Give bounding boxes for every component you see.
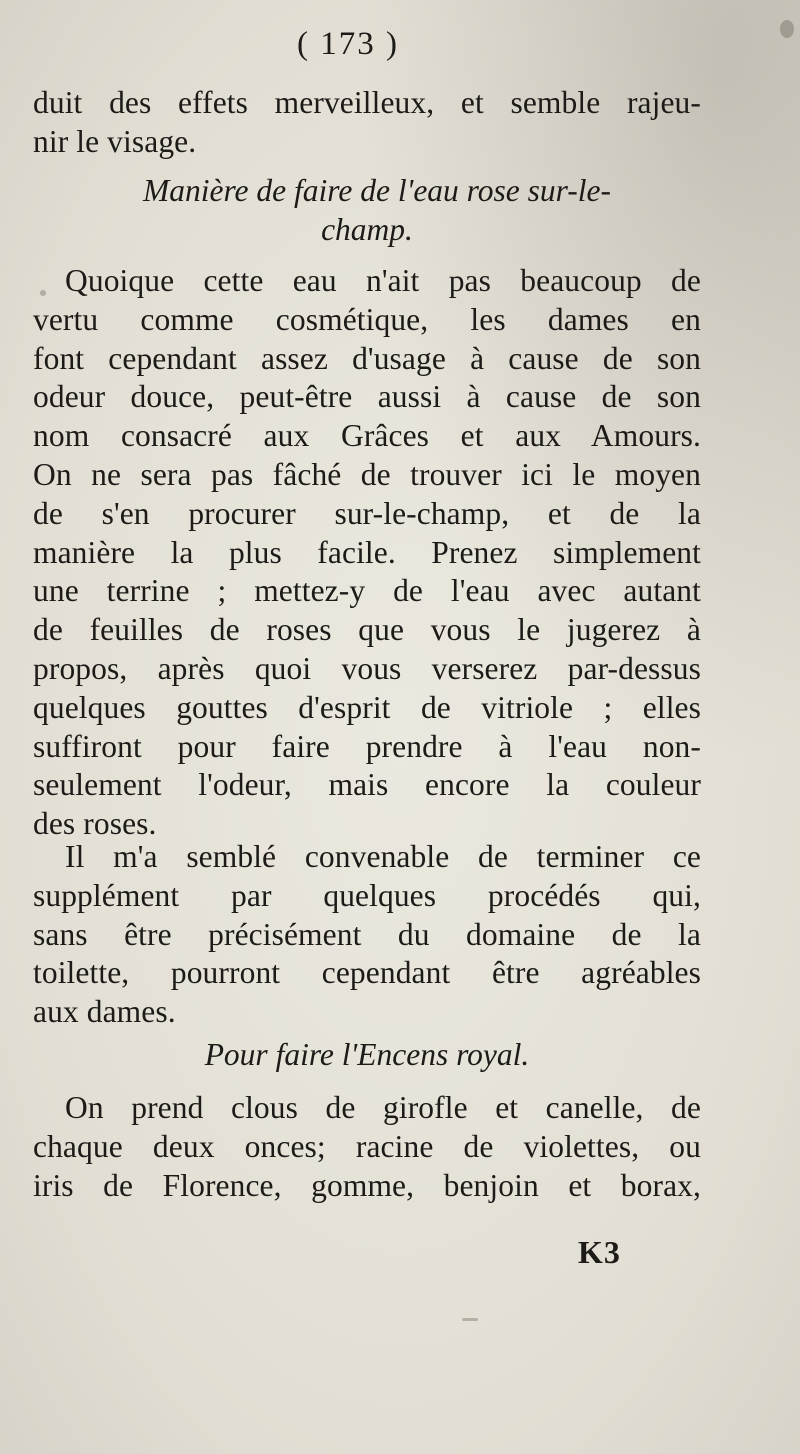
text-line: iris de Florence, gomme, benjoin et borax, — [33, 1167, 701, 1203]
paragraph-eau-rose — [33, 262, 701, 844]
text-line: des roses. — [33, 806, 157, 842]
text-line: de s'en procurer sur-le-champ, et de la — [33, 495, 701, 531]
text-line: Il m'a semblé convenable de terminer ce — [65, 839, 701, 874]
text-line: sans être précisément du domaine de la — [33, 916, 701, 952]
text-line: On ne sera pas fâché de trouver ici le moyen — [33, 456, 701, 492]
text-line: seulement l'odeur, mais encore la couleur — [33, 767, 701, 803]
signature-mark: K3 — [578, 1234, 621, 1270]
text-line: nir le visage. — [33, 123, 197, 159]
text-line: duit des effets merveilleux, et semble rajeu- — [33, 85, 701, 120]
page-number: ( 173 ) — [297, 26, 399, 62]
heading-line: Manière de faire de l'eau rose sur-le- — [143, 173, 611, 208]
heading-line: champ. — [321, 211, 413, 247]
text-line: quelques gouttes d'esprit de vitriole ; elles — [33, 689, 701, 725]
text-line: une terrine ; mettez-y de l'eau avec autant — [33, 573, 701, 609]
text-line: On prend clous de girofle et canelle, de — [65, 1090, 701, 1125]
paper-stain — [780, 20, 794, 38]
text-line: propos, après quoi vous verserez par-dessus — [33, 650, 701, 686]
text-line: de feuilles de roses que vous le jugerez à — [33, 612, 701, 648]
paragraph-supplement — [33, 838, 701, 1032]
text-line: nom consacré aux Grâces et aux Amours. — [33, 418, 701, 454]
text-line: vertu comme cosmétique, les dames en — [33, 301, 701, 337]
paragraph-continuation — [33, 84, 701, 162]
section-heading-encens-royal: Pour faire l'Encens royal. — [204, 1037, 530, 1072]
text-line: odeur douce, peut-être aussi à cause de son — [33, 379, 701, 415]
text-line: suffiront pour faire prendre à l'eau non- — [33, 728, 701, 764]
text-line: manière la plus facile. Prenez simplement — [33, 534, 701, 570]
text-line: aux dames. — [33, 994, 176, 1030]
paper-stain — [462, 1318, 478, 1321]
text-line: chaque deux onces; racine de violettes, ou — [33, 1128, 701, 1164]
text-line: supplément par quelques procédés qui, — [33, 877, 701, 913]
paragraph-encens-royal — [33, 1089, 701, 1205]
text-line: font cependant assez d'usage à cause de son — [33, 340, 701, 376]
text-line: Quoique cette eau n'ait pas beaucoup de — [65, 263, 701, 298]
section-heading-eau-rose — [33, 172, 701, 250]
text-line: toilette, pourront cependant être agréables — [33, 955, 701, 991]
